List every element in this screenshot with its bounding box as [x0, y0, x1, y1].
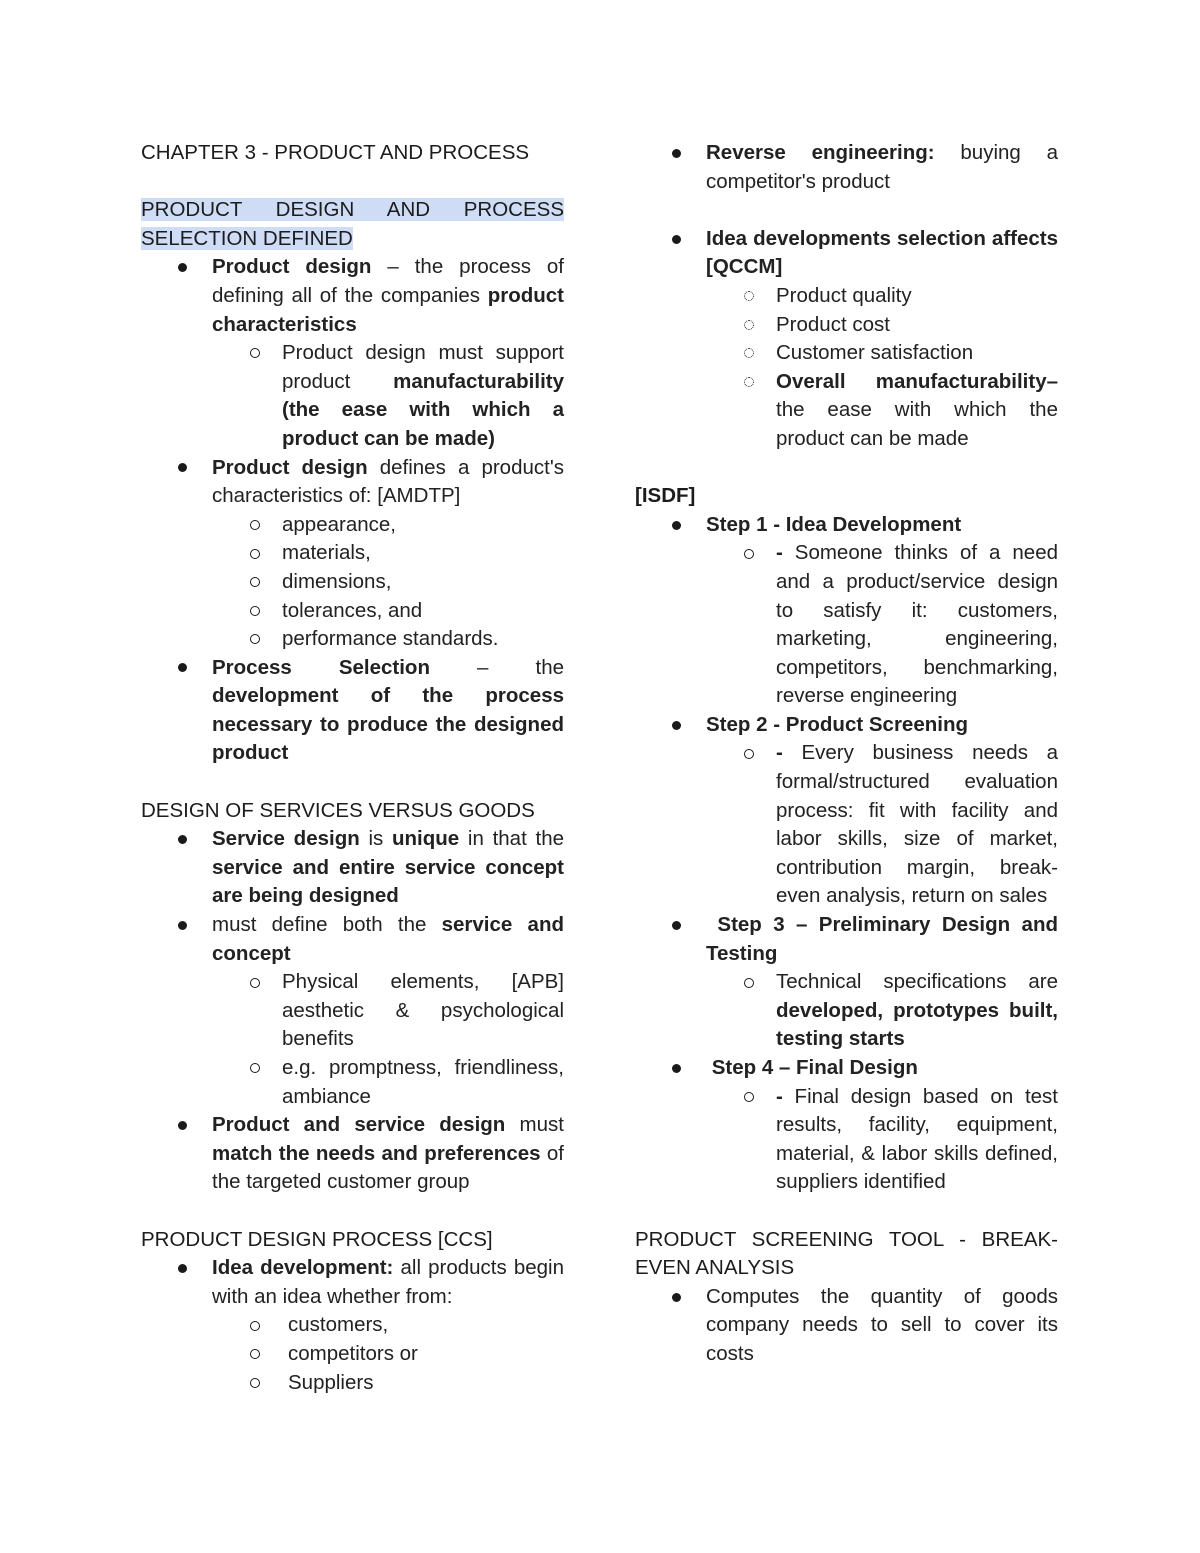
list-item: Step 2 - Product Screening - Every business needs a formal/structured evaluation process: fit with facility and labor skills, size of market, contribution margin, break-even analysis, return on sales: [635, 711, 1058, 911]
list-item: Product cost: [706, 311, 1058, 340]
dotted-circle-bullet-icon: [744, 339, 754, 368]
list-item: - Someone thinks of a need and a product/service design to satisfy it: customers, marketing, engineering, competitors, benchmarking, reverse engineering: [706, 539, 1058, 711]
list-item: Customer satisfaction: [706, 339, 1058, 368]
bullet-icon: [178, 1111, 187, 1140]
circle-bullet-icon: [250, 511, 260, 540]
list-item: Step 4 – Final Design - Final design based on test results, facility, equipment, material, & labor skills defined, suppliers identified: [635, 1054, 1058, 1197]
list-item: Process Selection – the development of the process necessary to produce the designed product: [141, 654, 564, 768]
circle-bullet-icon: [250, 1311, 260, 1340]
section-heading-process: PRODUCT DESIGN PROCESS [CCS]: [141, 1227, 493, 1251]
bullet-icon: [178, 911, 187, 940]
left-column: [141, 139, 564, 1397]
circle-bullet-icon: [744, 539, 754, 568]
idea-list: [635, 139, 1058, 196]
list-item: - Every business needs a formal/structured evaluation process: fit with facility and labor skills, size of market, contribution margin, break-even analysis, return on sales: [706, 739, 1058, 911]
circle-bullet-icon: [744, 739, 754, 768]
right-column: [635, 139, 1064, 1369]
list-item: Product design must support product manufacturability (the ease with which a product can be made): [212, 339, 564, 453]
list-item: Product and service design must match the needs and preferences of the targeted customer group: [141, 1111, 564, 1197]
chapter-title: CHAPTER 3 - PRODUCT AND PROCESS: [141, 141, 530, 164]
dotted-circle-bullet-icon: [744, 311, 754, 340]
bullet-icon: [178, 1254, 187, 1283]
circle-bullet-icon: [250, 1369, 260, 1398]
process-list: [141, 1254, 564, 1397]
circle-bullet-icon: [250, 1054, 260, 1083]
list-item: appearance,: [212, 511, 564, 540]
circle-bullet-icon: [250, 568, 260, 597]
bullet-icon: [672, 1054, 681, 1083]
list-item: performance standards.: [212, 625, 564, 654]
list-item: customers,: [212, 1311, 564, 1340]
list-item: Product quality: [706, 282, 1058, 311]
list-item: Physical elements, [APB] aesthetic & psychological benefits: [212, 968, 564, 1054]
dotted-circle-bullet-icon: [744, 368, 754, 397]
circle-bullet-icon: [250, 1340, 260, 1369]
section-heading-services: DESIGN OF SERVICES VERSUS GOODS: [141, 798, 535, 822]
selection-list: [635, 225, 1058, 454]
bullet-icon: [672, 711, 681, 740]
list-item: - Final design based on test results, facility, equipment, material, & labor skills defined, suppliers identified: [706, 1083, 1058, 1197]
section-heading-defined: PRODUCT DESIGN AND PROCESS SELECTION DEFINED: [141, 198, 564, 250]
list-item: Step 1 - Idea Development - Someone thinks of a need and a product/service design to satisfy it: customers, marketing, engineering, competitors, benchmarking, reverse engineering: [635, 511, 1058, 711]
circle-bullet-icon: [250, 339, 260, 368]
isdf-heading: [ISDF]: [635, 484, 696, 508]
list-item: e.g. promptness, friendliness, ambiance: [212, 1054, 564, 1111]
list-item: Step 3 – Preliminary Design and Testing Technical specifications are developed, prototypes built, testing starts: [635, 911, 1058, 1054]
screening-tool-list: [635, 1283, 1058, 1369]
list-item: Product design – the process of defining all of the companies product characteristics Product design must support product manufacturability (the ease with which a product can be made): [141, 253, 564, 453]
circle-bullet-icon: [250, 625, 260, 654]
section-heading-screening-tool: PRODUCT SCREENING TOOL - BREAK-EVEN ANALYSIS: [635, 1227, 1058, 1280]
list-item: Suppliers: [212, 1369, 564, 1398]
bullet-icon: [178, 825, 187, 854]
list-item: Reverse engineering: buying a competitor's product: [635, 139, 1058, 196]
circle-bullet-icon: [250, 968, 260, 997]
list-item: Idea developments selection affects [QCCM] Product quality Product cost Customer satisfaction Overall manufacturability– the ease with which the product can be made: [635, 225, 1058, 454]
circle-bullet-icon: [744, 1083, 754, 1112]
bullet-icon: [672, 139, 681, 168]
list-item: Idea development: all products begin with an idea whether from: customers, competitors or Suppliers: [141, 1254, 564, 1397]
list-item: Service design is unique in that the service and entire service concept are being designed: [141, 825, 564, 911]
list-item: tolerances, and: [212, 597, 564, 626]
list-item: must define both the service and concept Physical elements, [APB] aesthetic & psychological benefits e.g. promptness, friendliness, ambiance: [141, 911, 564, 1111]
bullet-icon: [672, 511, 681, 540]
list-item: materials,: [212, 539, 564, 568]
steps-list: [635, 511, 1064, 1197]
list-item: dimensions,: [212, 568, 564, 597]
bullet-icon: [672, 225, 681, 254]
list-item: Overall manufacturability– the ease with which the product can be made: [706, 368, 1058, 454]
list-item: Computes the quantity of goods company needs to sell to cover its costs: [635, 1283, 1058, 1369]
bullet-icon: [178, 454, 187, 483]
dotted-circle-bullet-icon: [744, 282, 754, 311]
services-list: [141, 825, 564, 1197]
defined-list: [141, 253, 564, 768]
bullet-icon: [178, 654, 187, 683]
list-item: competitors or: [212, 1340, 564, 1369]
list-item: Product design defines a product's characteristics of: [AMDTP] appearance, materials, dimensions, tolerances, and performance standards.: [141, 454, 564, 654]
circle-bullet-icon: [744, 968, 754, 997]
circle-bullet-icon: [250, 597, 260, 626]
bullet-icon: [178, 253, 187, 282]
list-item: Technical specifications are developed, prototypes built, testing starts: [706, 968, 1058, 1054]
bullet-icon: [672, 1283, 681, 1312]
circle-bullet-icon: [250, 539, 260, 568]
bullet-icon: [672, 911, 681, 940]
